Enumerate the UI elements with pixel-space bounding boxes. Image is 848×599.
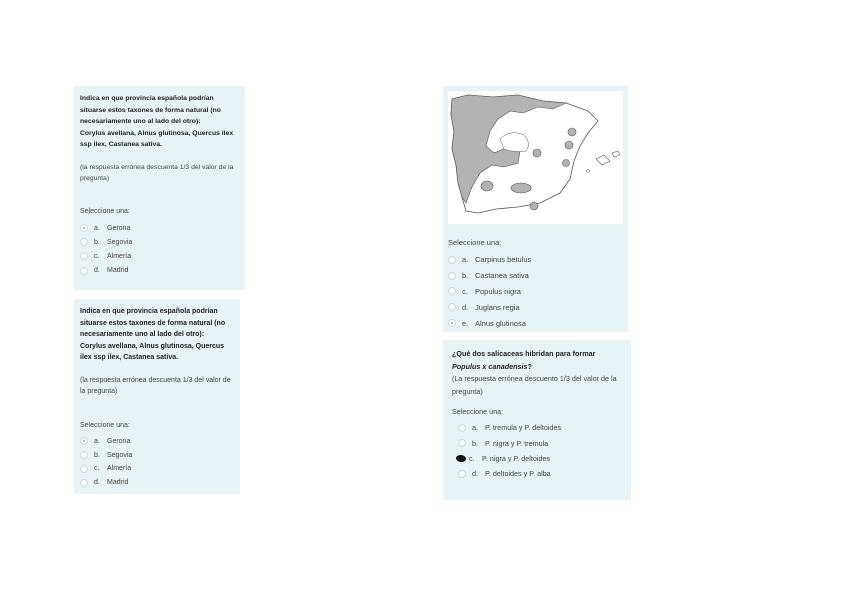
radio-button[interactable]: [80, 224, 88, 232]
radio-button[interactable]: [448, 303, 456, 311]
option-label: Segovia: [107, 238, 133, 246]
options-list: [80, 435, 234, 490]
option-d[interactable]: d. Madrid: [80, 476, 234, 490]
option-label: Alnus glutinosa: [475, 318, 526, 328]
option-label: P. nigra y P. tremula: [485, 438, 549, 448]
question-card-map: [443, 86, 628, 332]
option-b[interactable]: b. Castanea sativa: [448, 268, 623, 284]
select-label: Seleccione una:: [452, 407, 504, 416]
option-label: Madrid: [107, 267, 129, 275]
option-label: Almería: [107, 252, 132, 260]
option-a[interactable]: a. Gerona: [80, 435, 234, 449]
penalty-note: (la respuesta errónea descuenta 1/3 del valor de la pregunta): [80, 163, 234, 182]
select-label: Seleccione una:: [448, 238, 502, 247]
penalty-note: (la respuesta errónea descuenta 1/3 del valor de la pregunta): [80, 376, 231, 395]
radio-button[interactable]: [448, 287, 456, 295]
option-b[interactable]: b. P. nigra y P. tremula: [458, 435, 622, 450]
question-taxa: Corylus avellana, Alnus glutinosa, Quercus ilex ssp ilex, Castanea sativa.: [80, 129, 234, 149]
select-label: Seleccione una:: [80, 421, 130, 429]
option-label: P. tremula y P. deltoides: [485, 423, 562, 433]
options-list: [452, 420, 622, 482]
radio-button[interactable]: [458, 439, 466, 447]
options-list: [448, 252, 623, 331]
option-label: Populus nigra: [475, 286, 521, 296]
option-label: Gerona: [107, 437, 131, 445]
radio-button[interactable]: [80, 267, 88, 275]
radio-button[interactable]: [448, 272, 456, 280]
ink-mark-selection[interactable]: [456, 455, 466, 462]
option-label: Gerona: [107, 224, 131, 232]
option-label: Madrid: [107, 479, 129, 487]
option-label: P. nigra y P. deltoides: [482, 453, 551, 463]
question-taxa: Corylus avellana, Alnus glutinosa, Quercus ilex ssp ilex, Castanea sativa.: [80, 342, 225, 361]
iberian-peninsula-map: [448, 91, 623, 224]
option-a[interactable]: a. P. tremula y P. deltoides: [458, 420, 622, 435]
question-text: ¿Qué dos salicaceas hibridan para formar Populus x canadensis?: [452, 349, 596, 371]
option-label: Almería: [107, 465, 132, 473]
option-label: P. deltoides y P. alba: [485, 469, 551, 479]
option-label: Castanea sativa: [475, 271, 529, 281]
question-text: Indica en que provincia española podrían situarse estos taxones de forma natural (no necesariamente uno al lado del otro):: [80, 95, 221, 126]
option-e[interactable]: e. Alnus glutinosa: [448, 315, 623, 331]
radio-button[interactable]: [458, 470, 466, 478]
radio-button[interactable]: [448, 319, 456, 327]
option-a[interactable]: a. Carpinus betulus: [448, 252, 623, 268]
radio-button[interactable]: [448, 256, 456, 264]
radio-button[interactable]: [80, 465, 88, 473]
question-card-populus: [443, 340, 631, 500]
option-label: Juglans regia: [475, 302, 520, 312]
radio-button[interactable]: [458, 424, 466, 432]
option-b[interactable]: b. Segovia: [80, 235, 239, 249]
radio-button[interactable]: [80, 238, 88, 246]
option-d[interactable]: d. Madrid: [80, 264, 239, 278]
options-list: [80, 221, 239, 278]
option-c[interactable]: c. P. nigra y P. deltoides: [458, 451, 622, 466]
option-b[interactable]: b. Segovia: [80, 448, 234, 462]
penalty-note: (La respuesta errónea descuento 1/3 del valor de la pregunta): [452, 374, 617, 396]
radio-button[interactable]: [80, 437, 88, 445]
radio-button[interactable]: [80, 252, 88, 260]
radio-button[interactable]: [80, 451, 88, 459]
option-a[interactable]: a. Gerona: [80, 221, 239, 235]
radio-button[interactable]: [80, 479, 88, 487]
option-d[interactable]: d. Juglans regia: [448, 299, 623, 315]
select-label: Seleccione una:: [80, 207, 130, 215]
question-text: Indica en que provincia española podrían situarse estos taxones de forma natural (no necesariamente uno al lado del otro):: [80, 308, 226, 338]
option-d[interactable]: d. P. deltoides y P. alba: [458, 466, 622, 481]
option-c[interactable]: c. Almería: [80, 462, 234, 476]
question-taxon: Populus x canadensis: [452, 361, 528, 371]
option-label: Carpinus betulus: [475, 255, 532, 265]
question-card-left-bottom: [74, 299, 240, 494]
option-c[interactable]: c. Populus nigra: [448, 284, 623, 300]
option-label: Segovia: [107, 451, 133, 459]
option-c[interactable]: c. Almería: [80, 249, 239, 263]
question-card-left-top: [74, 86, 245, 290]
